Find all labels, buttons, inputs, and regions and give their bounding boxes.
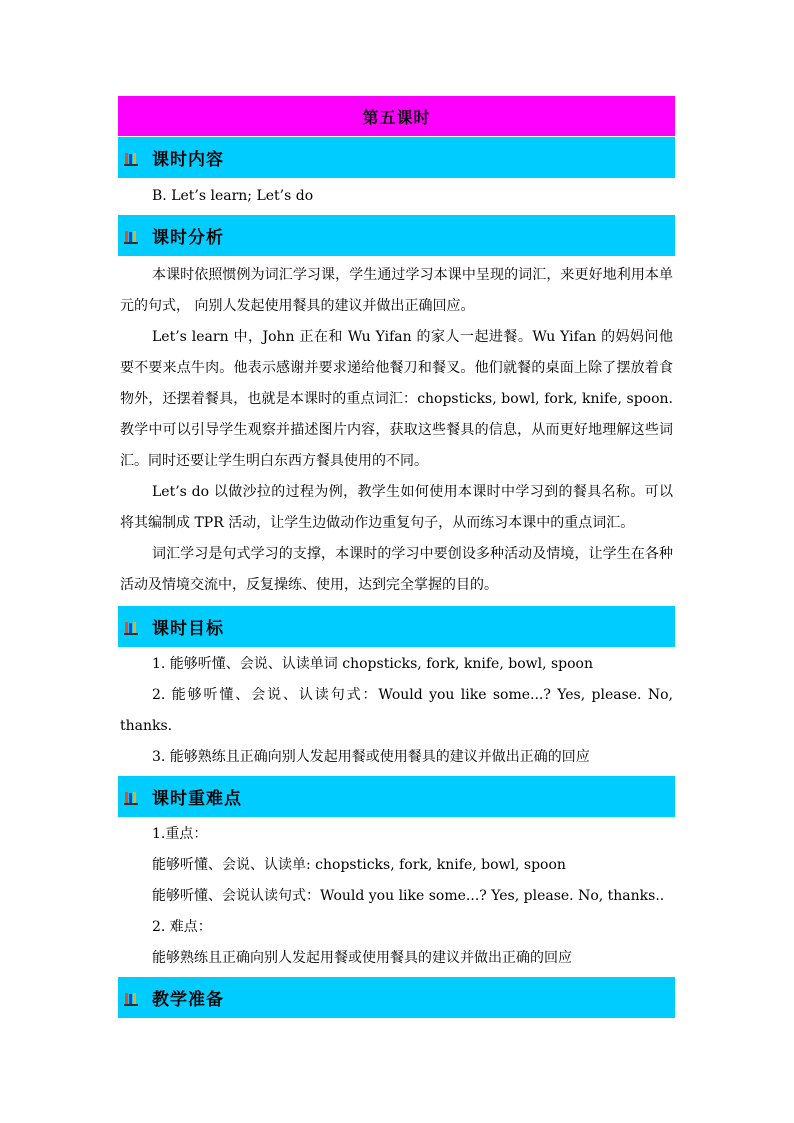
book-stack-icon [124,991,138,1005]
lesson-title-text: 第五课时 [362,107,431,127]
key-point-line: 能够听懂、会说认读句式：Would you like some...? Yes, please. No, thanks.. [152,888,665,904]
section-header-key-points [118,775,675,817]
section-heading: 课时目标 [152,619,224,639]
section-header-analysis [118,214,675,256]
key-point-line: 能够听懂、会说、认读单: chopsticks, fork, knife, bowl, spoon [152,857,566,873]
section-heading: 教学准备 [152,990,224,1010]
analysis-paragraph: 本课时依照惯例为词汇学习课，学生通过学习本课中呈现的词汇，来更好地利用本单元的句式， 向别人发起使用餐具的建议并做出正确回应。 [120,267,673,314]
section-heading: 课时分析 [152,228,224,248]
analysis-paragraph: Let’s do 以做沙拉的过程为例，教学生如何使用本课时中学习到的餐具名称。可以将其编制成 TPR 活动，让学生边做动作边重复句子，从而练习本课中的重点词汇。 [120,484,673,531]
key-point-line: 1.重点： [152,826,208,842]
lesson-title [118,96,675,136]
goal-item: 2. 能够听懂、会说、认读句式：Would you like some...? Yes, please. No, thanks. [120,687,673,734]
book-stack-icon [124,151,138,165]
section-heading: 课时内容 [152,150,224,170]
section-header-content [118,136,675,178]
key-point-line: 能够熟练且正确向别人发起用餐或使用餐具的建议并做出正确的回应 [152,950,572,966]
section-body-goals [118,647,675,775]
key-point-line: 2. 难点： [152,919,212,935]
book-stack-icon [124,790,138,804]
book-stack-icon [124,620,138,634]
goal-item: 3. 能够熟练且正确向别人发起用餐或使用餐具的建议并做出正确的回应 [152,749,590,765]
section-header-goals [118,605,675,647]
book-stack-icon [124,229,138,243]
document-page [118,96,675,1018]
analysis-paragraph: 词汇学习是句式学习的支撑，本课时的学习中要创设多种活动及情境，让学生在各种活动及情境交流中，反复操练、使用，达到完全掌握的目的。 [120,546,673,593]
section-body-key-points [118,817,675,976]
content-line: B. Let’s learn; Let’s do [152,188,314,204]
section-body-content [118,178,675,214]
goal-item: 1. 能够听懂、会说、认读单词 chopsticks, fork, knife, bowl, spoon [152,656,594,672]
section-header-preparation [118,976,675,1018]
section-heading: 课时重难点 [152,789,242,809]
section-body-analysis [118,256,675,605]
analysis-paragraph: Let’s learn 中，John 正在和 Wu Yifan 的家人一起进餐。Wu Yifan 的妈妈问他要不要来点牛肉。他表示感谢并要求递给他餐刀和餐叉。他们就餐的桌面上除了摆放着食物外，还摆着餐具，也就是本课时的重点词汇：chopsticks, bowl, fork, knife, spoon. 教学中可以引导学生观察并描述图片内容，获取这些餐具的信息，从而更好地理解这些词汇。同时还要让学生明白东西方餐具使用的不同。 [120,329,673,469]
